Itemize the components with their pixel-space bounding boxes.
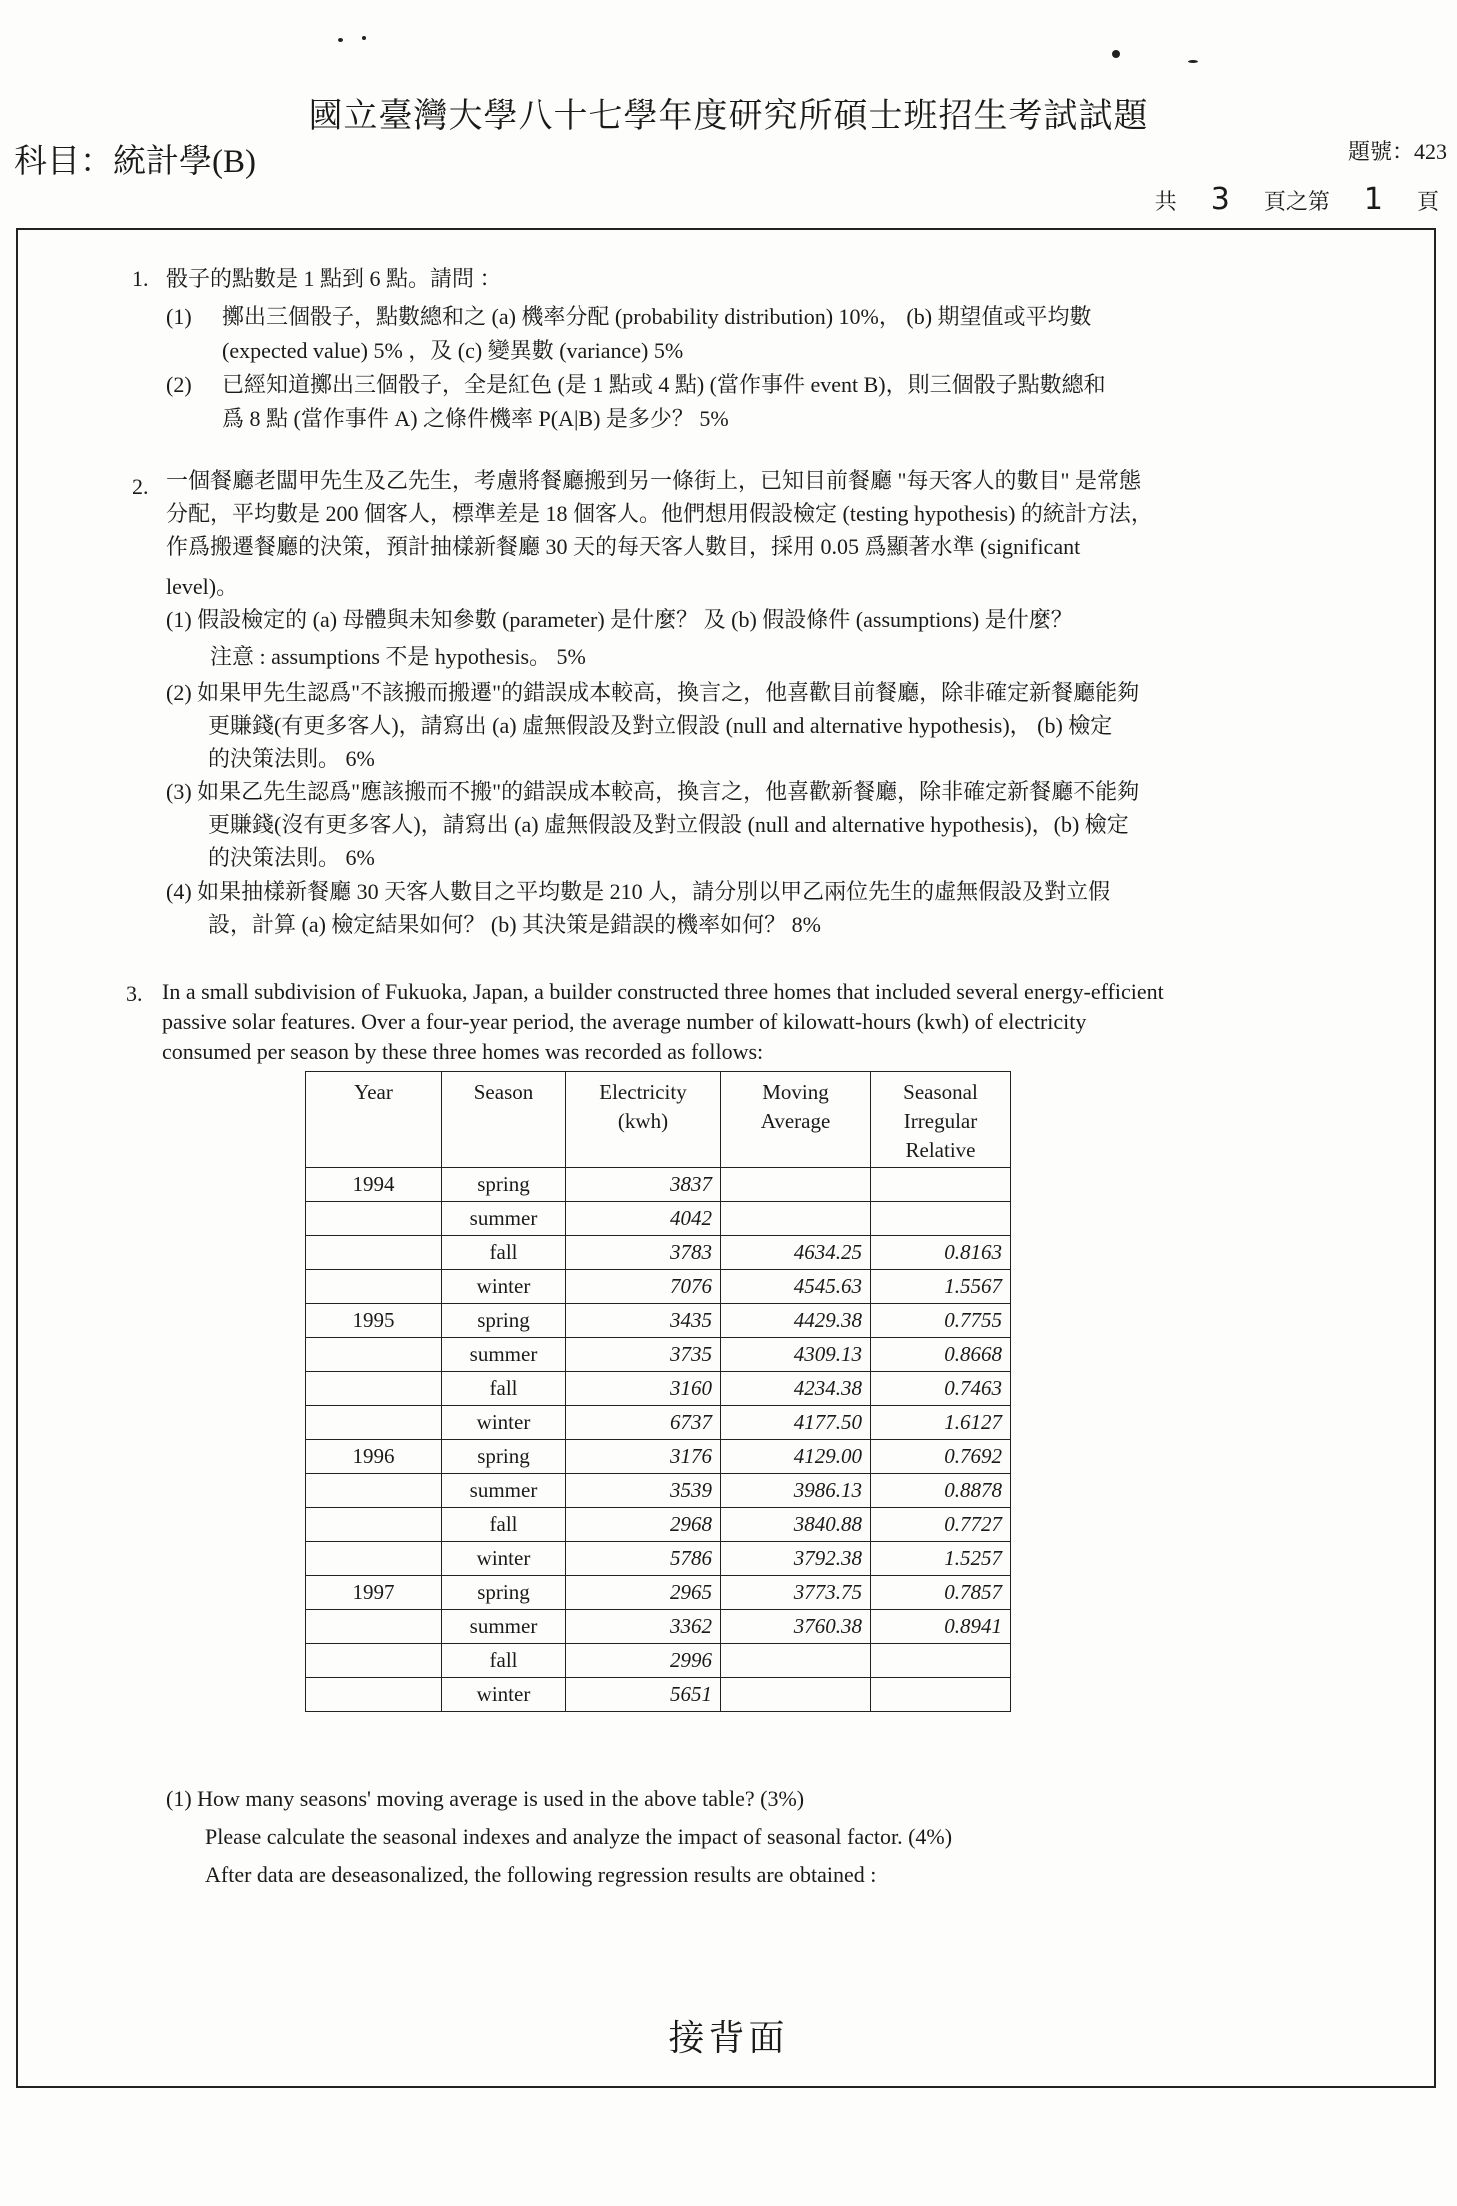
cell-season: winter (442, 1406, 566, 1440)
cell-seasonal-irregular: 0.7463 (871, 1372, 1011, 1406)
cell-season: fall (442, 1236, 566, 1270)
table-row (306, 1406, 1011, 1440)
cell-seasonal-irregular: 0.7755 (871, 1304, 1011, 1338)
table-row (306, 1270, 1011, 1304)
header-seasonal-irregular: Seasonal Irregular Relative (871, 1072, 1011, 1168)
page-indicator (1155, 182, 1439, 217)
cell-year (306, 1542, 442, 1576)
electricity-table (305, 1071, 1011, 1712)
cell-year (306, 1610, 442, 1644)
table-row (306, 1440, 1011, 1474)
cell-electricity: 3735 (566, 1338, 721, 1372)
cell-season: fall (442, 1508, 566, 1542)
cell-moving-average: 4129.00 (721, 1440, 871, 1474)
cell-seasonal-irregular (871, 1644, 1011, 1678)
cell-year (306, 1406, 442, 1440)
table-row (306, 1168, 1011, 1202)
q2-part3-line2: 更賺錢(沒有更多客人)，請寫出 (a) 虛無假設及對立假設 (null and alternative hypothesis)，(b) 檢定 (208, 812, 1129, 837)
subject-label: 科目：統計學(B) (14, 144, 256, 180)
cell-electricity: 3783 (566, 1236, 721, 1270)
cell-electricity: 6737 (566, 1406, 721, 1440)
cell-electricity: 4042 (566, 1202, 721, 1236)
continue-on-back-note: 接背面 (668, 2018, 789, 2059)
cell-year: 1995 (306, 1304, 442, 1338)
cell-moving-average: 3760.38 (721, 1610, 871, 1644)
header-electricity: Electricity (kwh) (566, 1072, 721, 1168)
q3-sub2: Please calculate the seasonal indexes and analyze the impact of seasonal factor. (4%) (205, 1824, 953, 1849)
cell-season: summer (442, 1474, 566, 1508)
q2-line1: 一個餐廳老闆甲先生及乙先生，考慮將餐廳搬到另一條街上，已知目前餐廳 "每天客人的數目" 是常態 (166, 468, 1141, 493)
cell-seasonal-irregular: 0.8668 (871, 1338, 1011, 1372)
cell-moving-average: 4545.63 (721, 1270, 871, 1304)
table-row (306, 1576, 1011, 1610)
cell-year (306, 1644, 442, 1678)
q3-line3: consumed per season by these three homes was recorded as follows: (162, 1039, 764, 1064)
cell-season: spring (442, 1440, 566, 1474)
cell-moving-average: 4234.38 (721, 1372, 871, 1406)
cell-season: winter (442, 1270, 566, 1304)
cell-year: 1997 (306, 1576, 442, 1610)
cell-moving-average: 3773.75 (721, 1576, 871, 1610)
table-row (306, 1202, 1011, 1236)
table-header-row (306, 1072, 1011, 1168)
cell-electricity: 3435 (566, 1304, 721, 1338)
cell-season: summer (442, 1610, 566, 1644)
table-row (306, 1610, 1011, 1644)
cell-electricity: 3837 (566, 1168, 721, 1202)
cell-year: 1996 (306, 1440, 442, 1474)
cell-seasonal-irregular: 0.8878 (871, 1474, 1011, 1508)
q2-part3-line3: 的決策法則。 6% (208, 845, 375, 870)
cell-moving-average: 3986.13 (721, 1474, 871, 1508)
cell-year (306, 1678, 442, 1712)
cell-seasonal-irregular (871, 1168, 1011, 1202)
cell-seasonal-irregular (871, 1678, 1011, 1712)
scan-speck (1188, 60, 1198, 63)
q1-part1-number: (1) (166, 304, 192, 329)
cell-moving-average: 4309.13 (721, 1338, 871, 1372)
table-row (306, 1678, 1011, 1712)
cell-seasonal-irregular: 0.7857 (871, 1576, 1011, 1610)
q2-part3-line1: (3) 如果乙先生認爲"應該搬而不搬"的錯誤成本較高，換言之，他喜歡新餐廳，除非確定新餐廳不能夠 (166, 779, 1140, 804)
q2-line4: level)。 (166, 574, 239, 599)
cell-seasonal-irregular: 0.8163 (871, 1236, 1011, 1270)
cell-moving-average: 3840.88 (721, 1508, 871, 1542)
cell-moving-average (721, 1202, 871, 1236)
q1-part2-line1: 已經知道擲出三個骰子，全是紅色 (是 1 點或 4 點) (當作事件 event B)，則三個骰子點數總和 (222, 372, 1106, 397)
cell-seasonal-irregular: 1.5257 (871, 1542, 1011, 1576)
q1-intro: 骰子的點數是 1 點到 6 點。請問 ： (166, 266, 502, 291)
exam-number: 題號：423 (1347, 139, 1447, 164)
table-row (306, 1474, 1011, 1508)
page-total: 3 (1210, 182, 1230, 217)
q2-part1-line2: 注意 : assumptions 不是 hypothesis。 5% (210, 644, 586, 669)
scan-speck (338, 38, 343, 42)
cell-season: winter (442, 1542, 566, 1576)
cell-year (306, 1338, 442, 1372)
page-suffix: 頁 (1416, 189, 1439, 214)
q3-line2: passive solar features. Over a four-year period, the average number of kilowatt-hours (kwh) of electricity (162, 1009, 1087, 1034)
cell-seasonal-irregular: 1.6127 (871, 1406, 1011, 1440)
cell-electricity: 7076 (566, 1270, 721, 1304)
scan-speck (362, 36, 366, 40)
cell-season: winter (442, 1678, 566, 1712)
q1-number: 1. (132, 266, 149, 291)
q2-part4-line1: (4) 如果抽樣新餐廳 30 天客人數目之平均數是 210 人，請分別以甲乙兩位先生的虛無假設及對立假 (166, 879, 1111, 904)
cell-seasonal-irregular (871, 1202, 1011, 1236)
cell-moving-average (721, 1168, 871, 1202)
cell-season: summer (442, 1338, 566, 1372)
cell-moving-average: 4429.38 (721, 1304, 871, 1338)
cell-season: summer (442, 1202, 566, 1236)
cell-season: spring (442, 1168, 566, 1202)
cell-moving-average (721, 1644, 871, 1678)
q3-number: 3. (126, 981, 143, 1006)
cell-year (306, 1508, 442, 1542)
cell-electricity: 5651 (566, 1678, 721, 1712)
cell-seasonal-irregular: 0.8941 (871, 1610, 1011, 1644)
cell-year: 1994 (306, 1168, 442, 1202)
cell-electricity: 2965 (566, 1576, 721, 1610)
q2-part2-line1: (2) 如果甲先生認爲"不該搬而搬遷"的錯誤成本較高，換言之，他喜歡目前餐廳，除非確定新餐廳能夠 (166, 680, 1140, 705)
cell-year (306, 1270, 442, 1304)
q3-line1: In a small subdivision of Fukuoka, Japan, a builder constructed three homes that included several energy-efficient (162, 979, 1164, 1004)
cell-electricity: 3539 (566, 1474, 721, 1508)
q2-part1-line1: (1) 假設檢定的 (a) 母體與未知參數 (parameter) 是什麼？ 及 (b) 假設條件 (assumptions) 是什麼？ (166, 607, 1073, 632)
page-current: 1 (1363, 182, 1383, 217)
q1-part1-line1: 擲出三個骰子，點數總和之 (a) 機率分配 (probability distribution) 10%， (b) 期望值或平均數 (222, 304, 1092, 329)
q2-part2-line3: 的決策法則。 6% (208, 746, 375, 771)
cell-year (306, 1202, 442, 1236)
page-total-prefix: 共 (1154, 189, 1177, 214)
table-row (306, 1372, 1011, 1406)
cell-moving-average: 4634.25 (721, 1236, 871, 1270)
table-row (306, 1236, 1011, 1270)
page-title: 國立臺灣大學八十七學年度研究所碩士班招生考試試題 (308, 98, 1149, 135)
table-row (306, 1508, 1011, 1542)
cell-season: fall (442, 1644, 566, 1678)
cell-year (306, 1236, 442, 1270)
cell-season: fall (442, 1372, 566, 1406)
cell-year (306, 1474, 442, 1508)
header-year: Year (306, 1072, 442, 1168)
q1-part2-number: (2) (166, 372, 192, 397)
q3-sub3: After data are deseasonalized, the following regression results are obtained : (205, 1862, 877, 1887)
q2-number: 2. (132, 474, 149, 499)
q2-part2-line2: 更賺錢(有更多客人)，請寫出 (a) 虛無假設及對立假設 (null and alternative hypothesis)， (b) 檢定 (208, 713, 1113, 738)
cell-moving-average (721, 1678, 871, 1712)
table-row (306, 1338, 1011, 1372)
q1-part2-line2: 爲 8 點 (當作事件 A) 之條件機率 P(A|B) 是多少？ 5% (222, 406, 729, 431)
cell-electricity: 2968 (566, 1508, 721, 1542)
cell-season: spring (442, 1304, 566, 1338)
q2-line2: 分配，平均數是 200 個客人，標準差是 18 個客人。他們想用假設檢定 (testing hypothesis) 的統計方法， (166, 501, 1153, 526)
cell-electricity: 3176 (566, 1440, 721, 1474)
table-row (306, 1304, 1011, 1338)
q2-line3: 作爲搬遷餐廳的決策，預計抽樣新餐廳 30 天的每天客人數目，採用 0.05 爲顯著水準 (significant (166, 534, 1081, 559)
header-moving-average: Moving Average (721, 1072, 871, 1168)
q1-part1-line2: (expected value) 5% ，及 (c) 變異數 (variance) 5% (222, 338, 684, 363)
cell-moving-average: 4177.50 (721, 1406, 871, 1440)
cell-seasonal-irregular: 0.7727 (871, 1508, 1011, 1542)
cell-seasonal-irregular: 1.5567 (871, 1270, 1011, 1304)
header-season: Season (442, 1072, 566, 1168)
page-mid: 頁之第 (1263, 189, 1330, 214)
cell-season: spring (442, 1576, 566, 1610)
cell-year (306, 1372, 442, 1406)
q3-sub1: (1) How many seasons' moving average is used in the above table? (3%) (166, 1786, 805, 1811)
table-row (306, 1644, 1011, 1678)
cell-electricity: 5786 (566, 1542, 721, 1576)
scan-speck (1112, 50, 1120, 58)
cell-seasonal-irregular: 0.7692 (871, 1440, 1011, 1474)
cell-electricity: 2996 (566, 1644, 721, 1678)
table-body (306, 1168, 1011, 1712)
cell-moving-average: 3792.38 (721, 1542, 871, 1576)
cell-electricity: 3160 (566, 1372, 721, 1406)
q2-part4-line2: 設，計算 (a) 檢定結果如何？ (b) 其決策是錯誤的機率如何？ 8% (208, 912, 821, 937)
table-row (306, 1542, 1011, 1576)
cell-electricity: 3362 (566, 1610, 721, 1644)
